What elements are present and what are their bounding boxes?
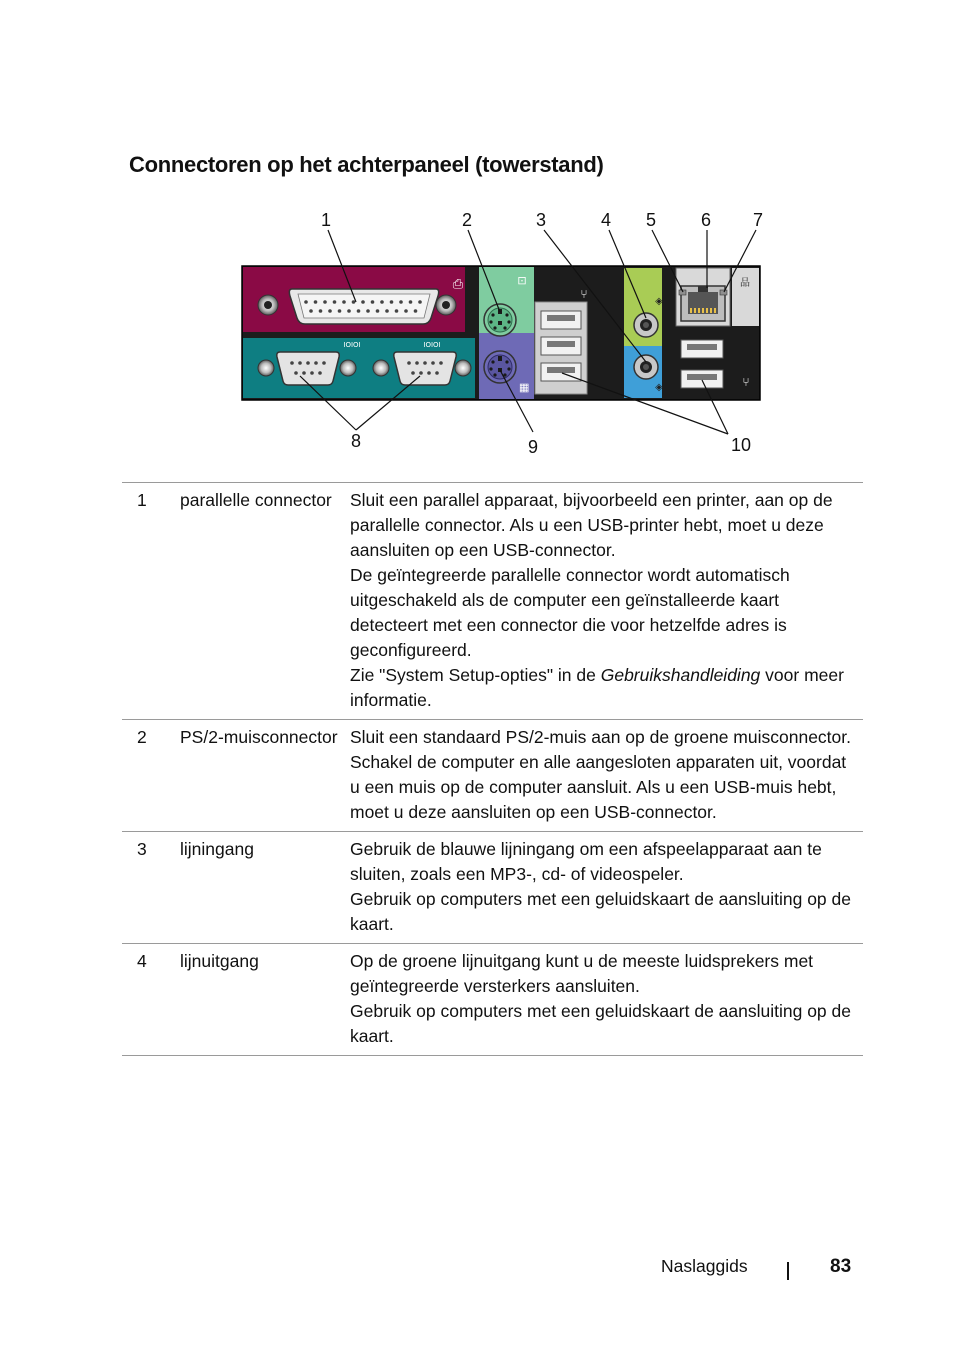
connector-description bbox=[350, 832, 863, 944]
parallel-pin bbox=[361, 300, 365, 304]
footer-separator bbox=[787, 1262, 789, 1280]
parallel-pin bbox=[380, 300, 384, 304]
parallel-pin bbox=[399, 300, 403, 304]
parallel-pin bbox=[342, 300, 346, 304]
serial-pin bbox=[427, 371, 431, 375]
parallel-pin bbox=[418, 300, 422, 304]
serial-pin bbox=[435, 371, 439, 375]
serial-pin bbox=[294, 371, 298, 375]
serial-pin bbox=[431, 361, 435, 365]
callout-10: 10 bbox=[730, 435, 752, 455]
parallel-pin bbox=[409, 300, 413, 304]
parallel-pin bbox=[371, 300, 375, 304]
callout-1: 1 bbox=[320, 210, 332, 230]
table-row bbox=[122, 944, 863, 1056]
usb-port-2 bbox=[541, 337, 581, 355]
parallel-pin bbox=[352, 300, 356, 304]
usb-icon: ⑂ bbox=[580, 287, 588, 301]
callout-4: 4 bbox=[600, 210, 612, 230]
reference-guide-title: Gebruikshandleiding bbox=[600, 665, 761, 685]
parallel-pin bbox=[314, 300, 318, 304]
serial-pin bbox=[322, 361, 326, 365]
serial-pin bbox=[419, 371, 423, 375]
back-panel-diagram bbox=[0, 200, 954, 470]
callout-3: 3 bbox=[535, 210, 547, 230]
parallel-pin bbox=[390, 300, 394, 304]
row-number: 2 bbox=[122, 720, 170, 832]
serial-pin bbox=[415, 361, 419, 365]
serial-pin bbox=[298, 361, 302, 365]
keyboard-icon: ▦ bbox=[517, 382, 530, 394]
parallel-pin bbox=[347, 309, 351, 313]
serial-pin bbox=[290, 361, 294, 365]
connector-description bbox=[350, 483, 863, 720]
serial-pin bbox=[318, 371, 322, 375]
connector-name: lijnuitgang bbox=[170, 944, 350, 1056]
page-number: 83 bbox=[830, 1256, 852, 1277]
network-led-right bbox=[720, 290, 727, 295]
connector-description bbox=[350, 720, 863, 832]
serial-connector-2 bbox=[394, 352, 456, 385]
mouse-icon: ⊡ bbox=[517, 274, 527, 287]
parallel-pin bbox=[323, 300, 327, 304]
reference-text-before: Zie "System Setup-opties" in de bbox=[350, 665, 601, 685]
description-paragraph: Gebruik op computers met een geluidskaart de aansluiting op de kaart. bbox=[350, 889, 851, 934]
parallel-pin bbox=[366, 309, 370, 313]
serial-label-2: IOIOI bbox=[423, 341, 441, 349]
callout-8: 8 bbox=[350, 431, 362, 451]
connector-name: parallelle connector bbox=[170, 483, 350, 720]
line-out-icon: ◈ bbox=[655, 296, 663, 307]
callout-9: 9 bbox=[527, 437, 539, 457]
row-number: 3 bbox=[122, 832, 170, 944]
parallel-pin bbox=[357, 309, 361, 313]
parallel-pin bbox=[319, 309, 323, 313]
parallel-pin bbox=[304, 300, 308, 304]
footer-guide-name: Naslaggids bbox=[661, 1256, 748, 1276]
parallel-pin bbox=[385, 309, 389, 313]
description-paragraph: Op de groene lijnuitgang kunt u de meeste luidsprekers met geïntegreerde versterkers aansluiten. bbox=[350, 951, 814, 996]
serial-pin bbox=[411, 371, 415, 375]
serial-pin bbox=[314, 361, 318, 365]
connector-table bbox=[122, 482, 863, 1056]
description-paragraph: Sluit een parallel apparaat, bijvoorbeeld een printer, aan op de parallelle connector. Als u een USB-printer hebt, moet u deze aansluiten op een USB-connector. bbox=[350, 490, 833, 560]
line-in-icon: ◈ bbox=[655, 382, 663, 393]
table-row bbox=[122, 832, 863, 944]
parallel-pin bbox=[376, 309, 380, 313]
serial-pin bbox=[310, 371, 314, 375]
serial-pin bbox=[407, 361, 411, 365]
serial-pin bbox=[423, 361, 427, 365]
parallel-pin bbox=[309, 309, 313, 313]
reference-text-after: voor meer informatie. bbox=[350, 665, 844, 710]
callout-6: 6 bbox=[700, 210, 712, 230]
connector-description bbox=[350, 944, 863, 1056]
parallel-pin bbox=[328, 309, 332, 313]
callout-2: 2 bbox=[461, 210, 473, 230]
network-icon: 品 bbox=[740, 278, 750, 289]
printer-icon: ⎙ bbox=[452, 277, 464, 292]
parallel-pin bbox=[414, 309, 418, 313]
reference-paragraph bbox=[350, 663, 859, 713]
page-title: Connectoren op het achterpaneel (towerstand) bbox=[129, 152, 604, 177]
description-paragraph: Gebruik op computers met een geluidskaart de aansluiting op de kaart. bbox=[350, 1001, 851, 1046]
row-number: 1 bbox=[122, 483, 170, 720]
serial-pin bbox=[439, 361, 443, 365]
connector-name: PS/2-muisconnector bbox=[170, 720, 350, 832]
row-number: 4 bbox=[122, 944, 170, 1056]
usb-port-4 bbox=[681, 340, 723, 358]
callout-7: 7 bbox=[752, 210, 764, 230]
serial-connector-1 bbox=[277, 352, 339, 385]
parallel-pin bbox=[404, 309, 408, 313]
parallel-pin bbox=[338, 309, 342, 313]
usb-port-1 bbox=[541, 311, 581, 329]
description-paragraph: De geïntegreerde parallelle connector wordt automatisch uitgeschakeld als de computer een geïnstalleerde kaart detecteert met een connector die voor hetzelfde adres is geconfigureerd. bbox=[350, 565, 790, 660]
usb-icon-right: ⑂ bbox=[742, 375, 750, 389]
description-paragraph: Gebruik de blauwe lijningang om een afspeelapparaat aan te sluiten, zoals een MP3-, cd- of videospeler. bbox=[350, 839, 822, 884]
parallel-pin bbox=[395, 309, 399, 313]
usb-port-5 bbox=[681, 370, 723, 388]
table-row bbox=[122, 720, 863, 832]
description-paragraph: Sluit een standaard PS/2-muis aan op de groene muisconnector. Schakel de computer en alle aangesloten apparaten uit, voordat u een muis op de computer aansluit. Als u een USB-muis hebt, moet u deze aansluiten op een USB-connector. bbox=[350, 727, 852, 822]
callout-5: 5 bbox=[645, 210, 657, 230]
table-row bbox=[122, 483, 863, 720]
serial-pin bbox=[306, 361, 310, 365]
connector-name: lijningang bbox=[170, 832, 350, 944]
parallel-pin bbox=[333, 300, 337, 304]
serial-pin bbox=[302, 371, 306, 375]
serial-label-1: IOIOI bbox=[343, 341, 361, 349]
